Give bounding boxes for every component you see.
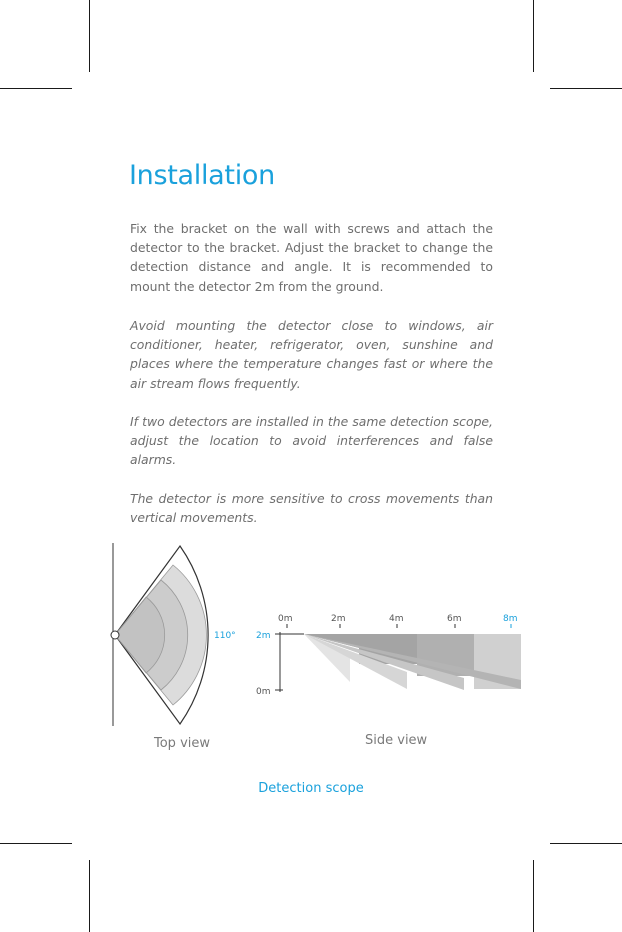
angle-label: 110°	[214, 631, 236, 641]
paragraph-sensitivity: The detector is more sensitive to cross movements than vertical movements.	[130, 491, 493, 526]
side-view-diagram	[256, 614, 521, 697]
distance-label: 0m	[278, 614, 293, 624]
paragraph-mounting: Fix the bracket on the wall with screws and attach the detector to the bracket. Adjust the bracket to change the detection distance and angle. It is recommended to mount the detector 2m from the ground.	[130, 221, 493, 294]
distance-label: 6m	[447, 614, 462, 624]
side-view-caption: Side view	[365, 733, 428, 748]
detector-icon	[111, 631, 119, 639]
detection-scope-caption: Detection scope	[258, 781, 364, 796]
height-label: 2m	[256, 631, 271, 641]
top-view-diagram	[111, 543, 236, 726]
paragraph-two-detectors: If two detectors are installed in the same detection scope, adjust the location to avoid interferences and false alarms.	[130, 414, 493, 468]
distance-label: 4m	[389, 614, 404, 624]
height-label: 0m	[256, 687, 271, 697]
top-view-caption: Top view	[154, 736, 211, 751]
distance-label: 2m	[331, 614, 346, 624]
paragraph-avoid-locations: Avoid mounting the detector close to windows, air conditioner, heater, refrigerator, oven, sunshine and places where the temperature changes fast or where the air stream flows frequently.	[130, 318, 493, 391]
distance-label: 8m	[503, 614, 518, 624]
page-title: Installation	[129, 160, 275, 191]
